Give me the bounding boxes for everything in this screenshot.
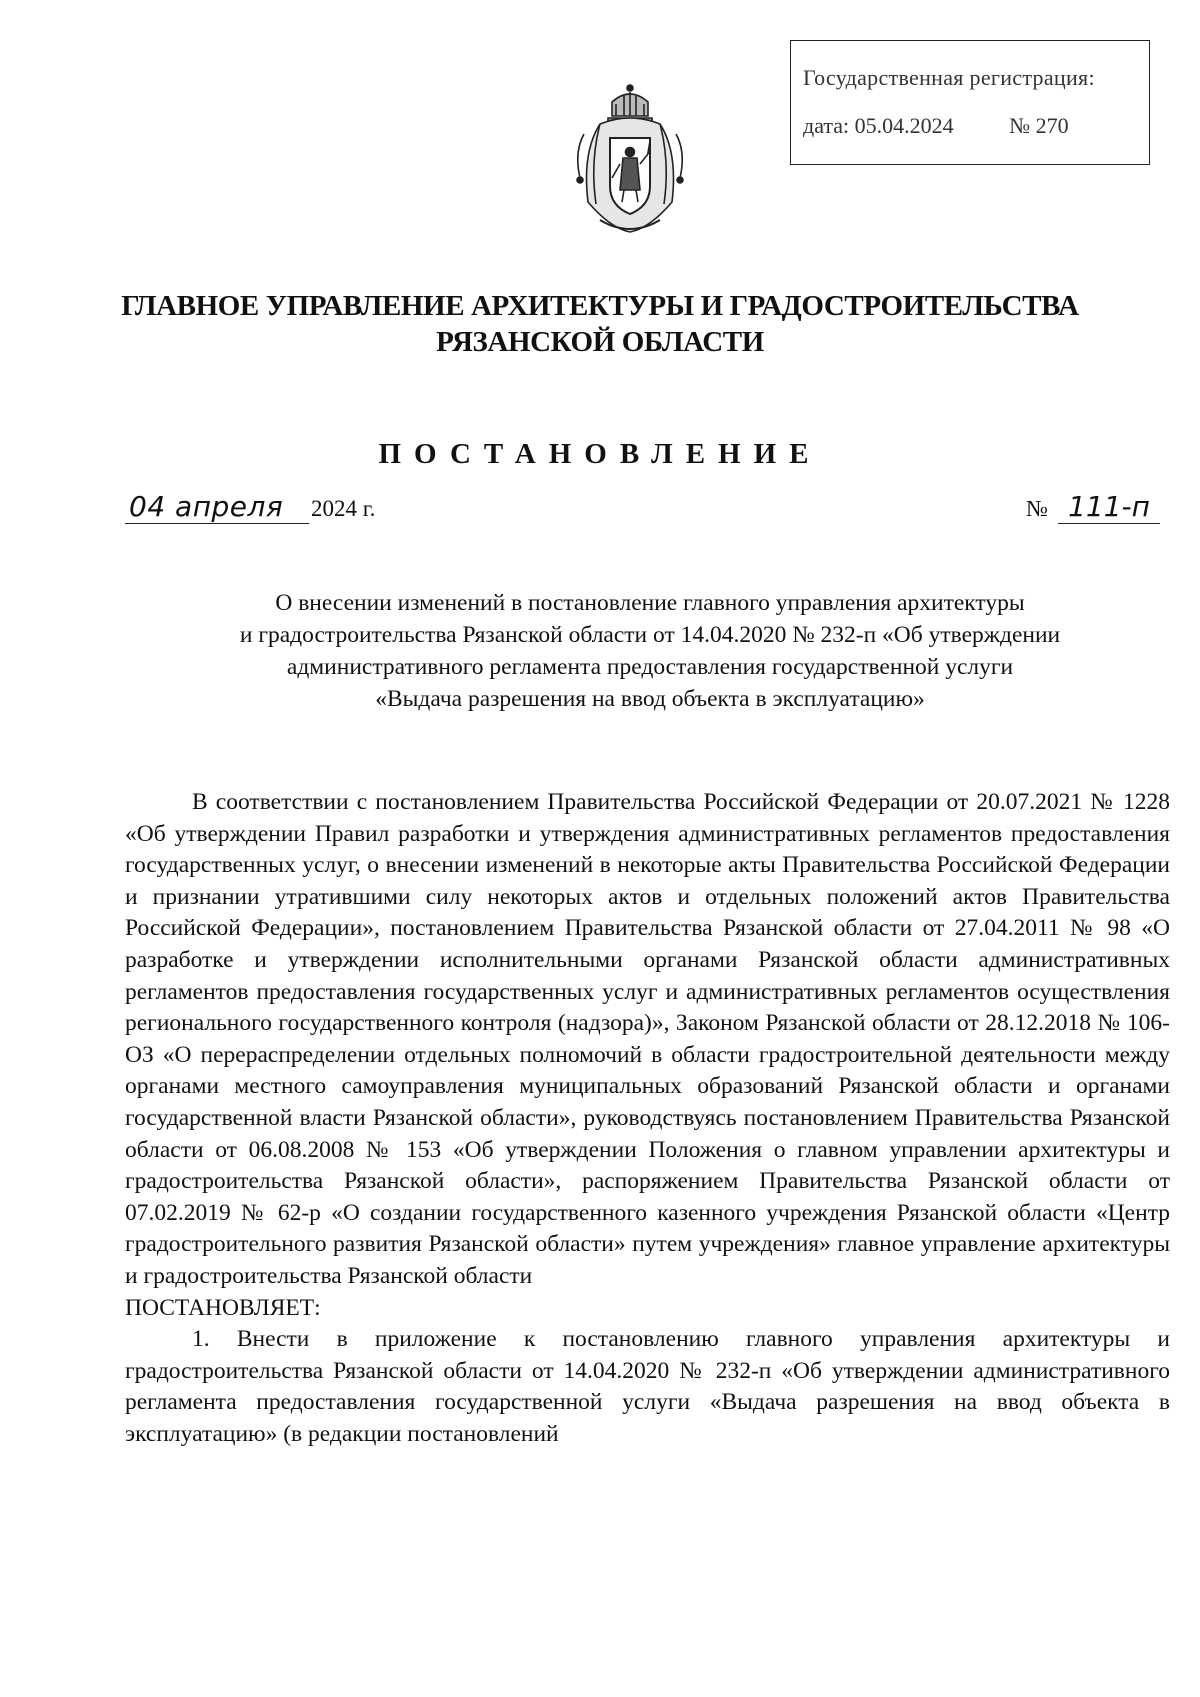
subject-line: «Выдача разрешения на ввод объекта в эксплуатацию» (375, 686, 925, 712)
registration-stamp (790, 40, 1150, 165)
date-number-line (125, 490, 1170, 530)
preamble-paragraph: В соответствии с постановлением Правительства Российской Федерации от 20.07.2021 № 1228 «Об утверждении Правил разработки и утверждения административных регламентов предоставления государственных услуг, о внесении изменений в некоторые акты Правительства Российской Федерации и признании утратившими силу некоторых актов и отдельных положений актов Правительства Российской Федерации», постановлением Правительства Рязанской области от 27.04.2011 № 98 «О разработке и утверждении исполнительными органами Рязанской области административных регламентов предоставления государственных услуг и административных регламентов осуществления регионального государственного контроля (надзора)», Законом Рязанской области от 28.12.2018 № 106-ОЗ «О перераспределении отдельных полномочий в области градостроительной деятельности между органами местного самоуправления муниципальных образований Рязанской области и органами государственной власти Рязанской области», руководствуясь постановлением Правительства Рязанской области от 06.08.2008 № 153 «Об утверждении Положения о главном управлении архитектуры и градостроительства Рязанской области», распоряжением Правительства Рязанской области от 07.02.2019 № 62-р «О создании государственного казенного учреждения Рязанской области «Центр градостроительного развития Рязанской области» путем учреждения» главное управление архитектуры и градостроительства Рязанской области (125, 789, 1170, 1289)
coat-of-arms-emblem (560, 82, 700, 240)
subject-line: и градостроительства Рязанской области от 14.04.2020 № 232-п «Об утверждении (239, 622, 1061, 648)
organization-name (100, 288, 1100, 360)
document-subject (130, 587, 1170, 715)
document-type-title: ПОСТАНОВЛЕНИЕ (378, 438, 822, 470)
handwritten-date: 04 апреля (125, 490, 309, 524)
registration-title: Государственная регистрация: (803, 65, 1095, 90)
subject-line: О внесении изменений в постановление главного управления архитектуры (275, 590, 1025, 616)
clause-paragraph: 1. Внести в приложение к постановлению главного управления архитектуры и градостроительства Рязанской области от 14.04.2020 № 232-п «Об утверждении административного регламента предоставления государственной услуги «Выдача разрешения на ввод объекта в эксплуатацию» (в редакции постановлений (125, 1326, 1170, 1447)
document-number-block (1026, 490, 1160, 524)
document-year: 2024 г. (311, 496, 376, 521)
decree-word: ПОСТАНОВЛЯЕТ: (125, 1294, 321, 1321)
registration-date: дата: 05.04.2024 (803, 113, 954, 138)
organization-name-line2: РЯЗАНСКОЙ ОБЛАСТИ (436, 326, 764, 358)
document-body (125, 787, 1170, 1450)
registration-row (803, 113, 1149, 139)
registration-number: № 270 (1009, 113, 1069, 138)
handwritten-number: 111-п (1058, 490, 1160, 524)
number-label: № (1026, 496, 1048, 521)
subject-line: административного регламента предоставления государственной услуги (286, 654, 1014, 680)
organization-name-line1: ГЛАВНОЕ УПРАВЛЕНИЕ АРХИТЕКТУРЫ И ГРАДОСТРОИТЕЛЬСТВА (121, 290, 1079, 322)
